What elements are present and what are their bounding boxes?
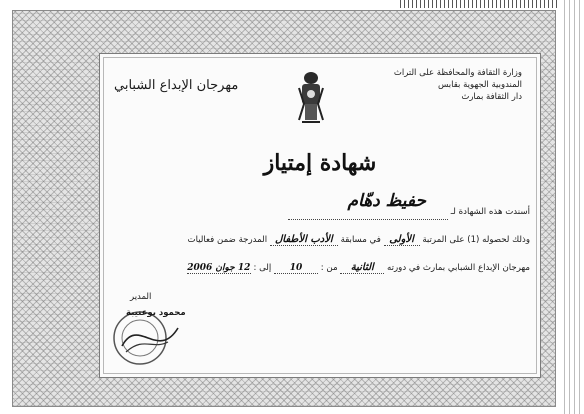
- competition-value: الأدب الأطفال: [275, 234, 333, 245]
- certificate-title: شهادة إمتياز: [263, 150, 377, 176]
- ministry-line-2: المندوبية الجهوية بقابس: [437, 80, 522, 90]
- binding-edge: [400, 0, 560, 8]
- rank-line: [188, 234, 531, 246]
- granted-prefix: أسندت هذه الشهادة لـ: [450, 207, 530, 217]
- granted-line: [288, 191, 530, 220]
- obtained-prefix: وذلك لحصوله (1) على المرتبة: [422, 235, 530, 245]
- director-role: المدير: [130, 292, 152, 302]
- emblem-icon: [296, 70, 326, 124]
- session-line: [187, 262, 530, 274]
- certificate-ornamental-border: [12, 10, 556, 407]
- director-name: محمود بوعنيبة: [126, 308, 186, 318]
- recipient-field: [288, 191, 448, 220]
- certificate-body: [99, 53, 541, 378]
- from-value: 10: [289, 263, 303, 273]
- rank-field: [384, 234, 420, 246]
- to-field: [187, 263, 251, 274]
- rank-value: الأولى: [389, 234, 414, 245]
- from-field: [274, 263, 318, 274]
- from-label: من :: [320, 263, 338, 273]
- ministry-line-3: دار الثقافة بمارث: [461, 92, 522, 102]
- session-value: الثانية: [350, 262, 374, 273]
- festival-name-heading: مهرجان الإبداع الشبابي: [114, 78, 239, 93]
- session-field: [340, 262, 384, 274]
- recipient-name: حفيظ دهّام: [347, 191, 427, 211]
- obtained-suffix: المدرجة ضمن فعاليات: [187, 235, 268, 245]
- competition-prefix: في مسابقة: [340, 235, 381, 245]
- ministry-line-1: وزارة الثقافة والمحافظة على التراث: [393, 68, 522, 78]
- page-edge-lines: [562, 0, 584, 414]
- to-value: 12 جوان 2006: [187, 263, 251, 273]
- competition-field: [270, 234, 338, 246]
- to-label: إلى :: [253, 263, 272, 273]
- session-prefix: مهرجان الإبداع الشبابي بمارث في دورته: [387, 263, 530, 273]
